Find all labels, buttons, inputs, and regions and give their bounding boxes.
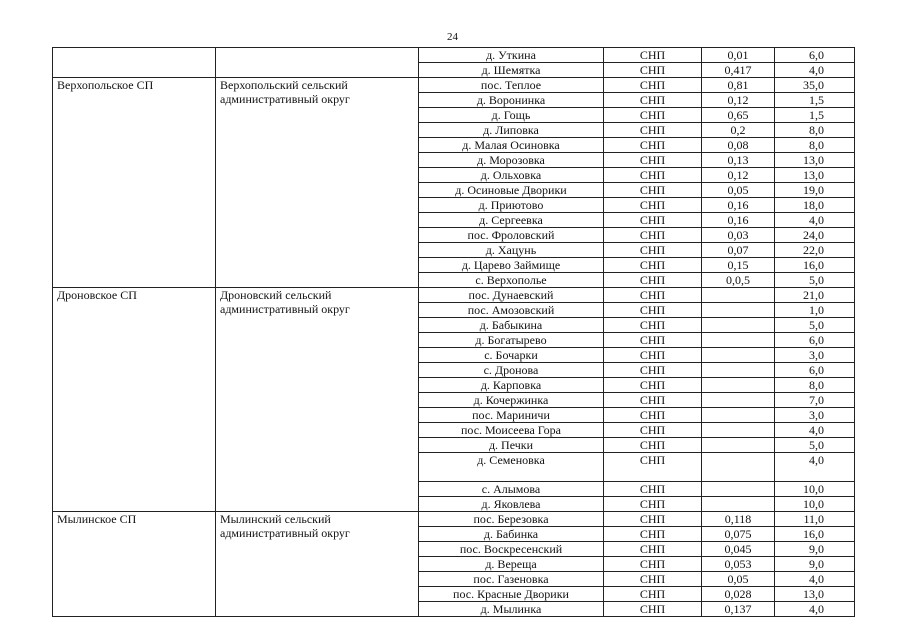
type-cell: СНП [604, 78, 702, 93]
distance-cell: 10,0 [775, 482, 855, 497]
type-cell: СНП [604, 318, 702, 333]
type-cell: СНП [604, 363, 702, 378]
table-row [53, 78, 855, 93]
settlement-cell: пос. Красные Дворики [419, 587, 604, 602]
table-row [53, 288, 855, 303]
settlement-cell: д. Мылинка [419, 602, 604, 617]
distance-cell: 18,0 [775, 198, 855, 213]
distance-cell: 5,0 [775, 438, 855, 453]
type-cell: СНП [604, 243, 702, 258]
settlement-cell: д. Печки [419, 438, 604, 453]
area-cell [702, 438, 775, 453]
distance-cell: 4,0 [775, 602, 855, 617]
settlement-cell: с. Дронова [419, 363, 604, 378]
settlement-cell: д. Осиновые Дворики [419, 183, 604, 198]
area-cell [702, 453, 775, 482]
area-cell: 0,12 [702, 93, 775, 108]
settlement-cell: д. Богатырево [419, 333, 604, 348]
area-cell [702, 423, 775, 438]
area-cell [702, 303, 775, 318]
distance-cell: 4,0 [775, 423, 855, 438]
area-cell [702, 497, 775, 512]
settlement-cell: д. Ольховка [419, 168, 604, 183]
settlement-cell: пос. Амозовский [419, 303, 604, 318]
settlement-cell: пос. Березовка [419, 512, 604, 527]
type-cell: СНП [604, 123, 702, 138]
type-cell: СНП [604, 572, 702, 587]
distance-cell: 1,0 [775, 303, 855, 318]
settlement-cell: д. Приютово [419, 198, 604, 213]
type-cell: СНП [604, 602, 702, 617]
area-cell: 0,65 [702, 108, 775, 123]
district-name-cell: Дроновский сельский административный округ [216, 288, 419, 512]
area-cell [702, 348, 775, 363]
settlement-cell: д. Малая Осиновка [419, 138, 604, 153]
distance-cell: 9,0 [775, 557, 855, 572]
distance-cell: 10,0 [775, 497, 855, 512]
distance-cell: 35,0 [775, 78, 855, 93]
settlement-cell: д. Кочержинка [419, 393, 604, 408]
area-cell [702, 408, 775, 423]
type-cell: СНП [604, 273, 702, 288]
settlement-cell: с. Верхополье [419, 273, 604, 288]
area-cell: 0,417 [702, 63, 775, 78]
settlement-cell: д. Бабинка [419, 527, 604, 542]
settlement-cell: пос. Дунаевский [419, 288, 604, 303]
distance-cell: 9,0 [775, 542, 855, 557]
table-body [53, 48, 855, 617]
type-cell: СНП [604, 288, 702, 303]
distance-cell: 24,0 [775, 228, 855, 243]
distance-cell: 1,5 [775, 108, 855, 123]
settlement-cell: пос. Моисеева Гора [419, 423, 604, 438]
distance-cell: 4,0 [775, 213, 855, 228]
type-cell: СНП [604, 138, 702, 153]
area-cell [702, 363, 775, 378]
type-cell: СНП [604, 557, 702, 572]
area-cell: 0,045 [702, 542, 775, 557]
area-cell: 0,16 [702, 198, 775, 213]
settlement-cell: пос. Мариничи [419, 408, 604, 423]
settlement-cell: пос. Воскресенский [419, 542, 604, 557]
settlement-cell: д. Шемятка [419, 63, 604, 78]
distance-cell: 13,0 [775, 587, 855, 602]
type-cell: СНП [604, 527, 702, 542]
type-cell: СНП [604, 393, 702, 408]
area-cell: 0,028 [702, 587, 775, 602]
settlement-cell: д. Яковлева [419, 497, 604, 512]
settlement-cell: д. Хацунь [419, 243, 604, 258]
distance-cell: 22,0 [775, 243, 855, 258]
distance-cell: 5,0 [775, 273, 855, 288]
settlement-cell: пос. Теплое [419, 78, 604, 93]
type-cell: СНП [604, 303, 702, 318]
type-cell: СНП [604, 168, 702, 183]
area-cell: 0,137 [702, 602, 775, 617]
settlement-cell: пос. Газеновка [419, 572, 604, 587]
sp-name-cell: Верхопольское СП [53, 78, 216, 288]
distance-cell: 11,0 [775, 512, 855, 527]
distance-cell: 19,0 [775, 183, 855, 198]
area-cell [702, 482, 775, 497]
distance-cell: 5,0 [775, 318, 855, 333]
area-cell: 0,053 [702, 557, 775, 572]
settlement-cell: д. Морозовка [419, 153, 604, 168]
type-cell: СНП [604, 497, 702, 512]
area-cell [702, 378, 775, 393]
type-cell: СНП [604, 512, 702, 527]
settlement-cell: д. Воронинка [419, 93, 604, 108]
distance-cell: 4,0 [775, 572, 855, 587]
distance-cell: 16,0 [775, 258, 855, 273]
area-cell: 0,01 [702, 48, 775, 63]
settlements-table [52, 47, 855, 617]
area-cell: 0,15 [702, 258, 775, 273]
type-cell: СНП [604, 153, 702, 168]
distance-cell: 4,0 [775, 63, 855, 78]
type-cell: СНП [604, 378, 702, 393]
area-cell: 0,81 [702, 78, 775, 93]
table-row [53, 48, 855, 63]
distance-cell: 13,0 [775, 168, 855, 183]
area-cell: 0,12 [702, 168, 775, 183]
settlement-cell: д. Гощь [419, 108, 604, 123]
type-cell: СНП [604, 542, 702, 557]
distance-cell: 3,0 [775, 348, 855, 363]
area-cell: 0,13 [702, 153, 775, 168]
distance-cell: 16,0 [775, 527, 855, 542]
distance-cell: 4,0 [775, 453, 855, 482]
distance-cell: 3,0 [775, 408, 855, 423]
settlement-cell: д. Уткина [419, 48, 604, 63]
settlement-cell: с. Бочарки [419, 348, 604, 363]
type-cell: СНП [604, 408, 702, 423]
area-cell: 0,05 [702, 572, 775, 587]
type-cell: СНП [604, 423, 702, 438]
distance-cell: 8,0 [775, 378, 855, 393]
type-cell: СНП [604, 48, 702, 63]
type-cell: СНП [604, 63, 702, 78]
type-cell: СНП [604, 587, 702, 602]
distance-cell: 6,0 [775, 48, 855, 63]
area-cell: 0,0,5 [702, 273, 775, 288]
settlement-cell: с. Алымова [419, 482, 604, 497]
area-cell [702, 393, 775, 408]
settlement-cell: д. Царево Займище [419, 258, 604, 273]
type-cell: СНП [604, 183, 702, 198]
type-cell: СНП [604, 93, 702, 108]
settlement-cell: д. Сергеевка [419, 213, 604, 228]
type-cell: СНП [604, 213, 702, 228]
area-cell: 0,05 [702, 183, 775, 198]
settlement-cell: д. Вереща [419, 557, 604, 572]
area-cell: 0,2 [702, 123, 775, 138]
settlement-cell: пос. Фроловский [419, 228, 604, 243]
type-cell: СНП [604, 333, 702, 348]
area-cell: 0,03 [702, 228, 775, 243]
area-cell: 0,07 [702, 243, 775, 258]
type-cell: СНП [604, 228, 702, 243]
distance-cell: 21,0 [775, 288, 855, 303]
sp-cell [53, 48, 216, 78]
district-name-cell: Верхопольский сельский административный округ [216, 78, 419, 288]
distance-cell: 13,0 [775, 153, 855, 168]
area-cell: 0,075 [702, 527, 775, 542]
sp-name-cell: Мылинское СП [53, 512, 216, 617]
distance-cell: 1,5 [775, 93, 855, 108]
area-cell: 0,08 [702, 138, 775, 153]
distance-cell: 8,0 [775, 123, 855, 138]
district-cell [216, 48, 419, 78]
type-cell: СНП [604, 438, 702, 453]
type-cell: СНП [604, 482, 702, 497]
district-name-cell: Мылинский сельский административный округ [216, 512, 419, 617]
page-number: 24 [447, 31, 458, 43]
settlement-cell: д. Бабыкина [419, 318, 604, 333]
area-cell [702, 318, 775, 333]
sp-name-cell: Дроновское СП [53, 288, 216, 512]
settlement-cell: д. Липовка [419, 123, 604, 138]
type-cell: СНП [604, 258, 702, 273]
distance-cell: 8,0 [775, 138, 855, 153]
area-cell: 0,16 [702, 213, 775, 228]
table-row [53, 512, 855, 527]
distance-cell: 6,0 [775, 363, 855, 378]
type-cell: СНП [604, 453, 702, 482]
settlement-cell: д. Семеновка [419, 453, 604, 482]
area-cell [702, 333, 775, 348]
type-cell: СНП [604, 108, 702, 123]
area-cell: 0,118 [702, 512, 775, 527]
type-cell: СНП [604, 198, 702, 213]
settlement-cell: д. Карповка [419, 378, 604, 393]
distance-cell: 6,0 [775, 333, 855, 348]
area-cell [702, 288, 775, 303]
distance-cell: 7,0 [775, 393, 855, 408]
type-cell: СНП [604, 348, 702, 363]
